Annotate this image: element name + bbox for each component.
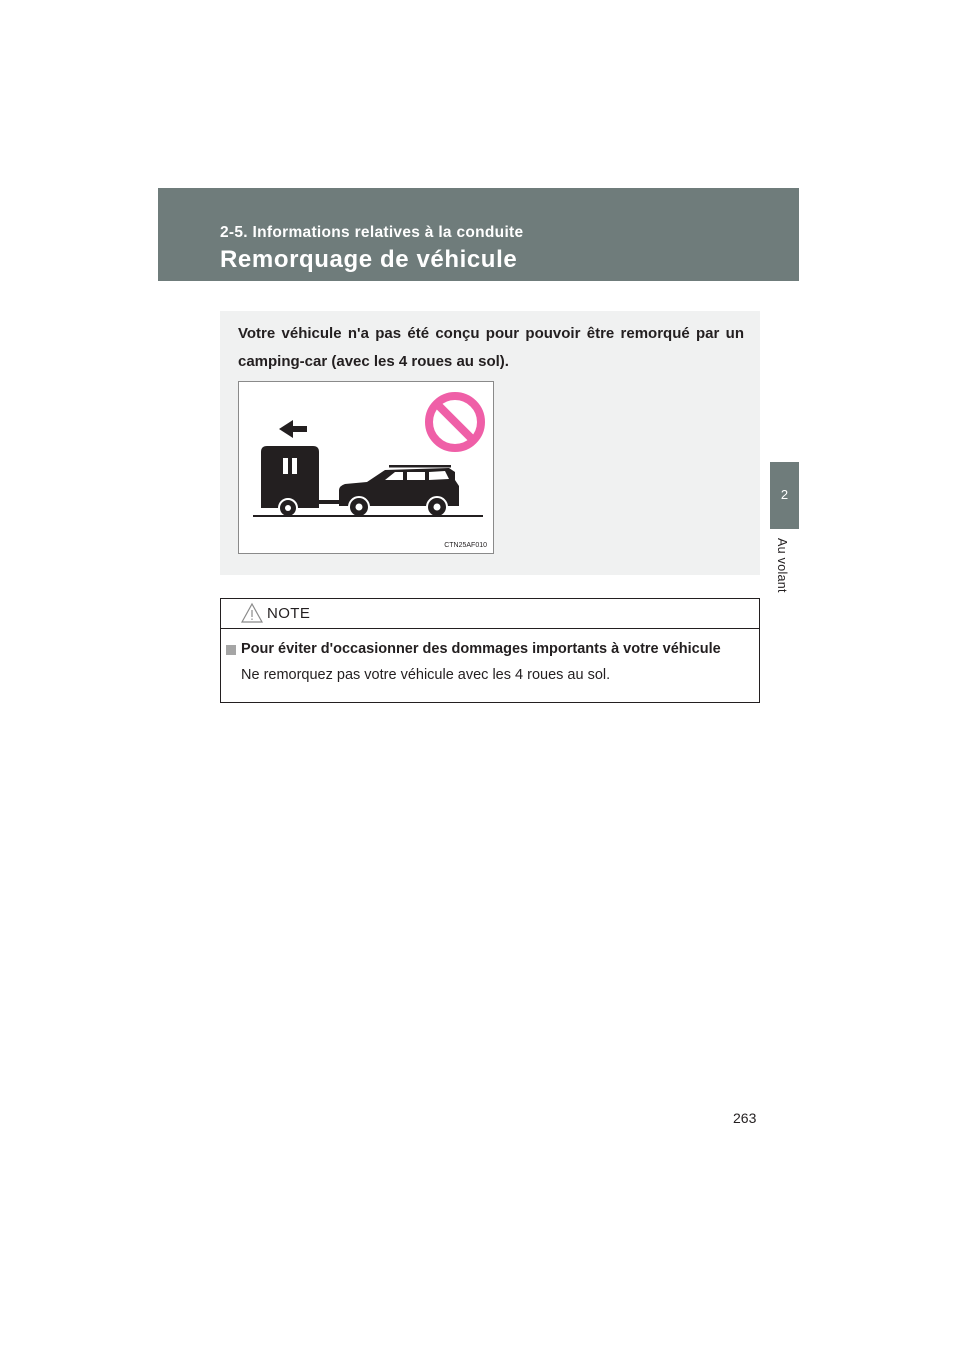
- illustration-code: CTN25AF010: [444, 542, 487, 549]
- ground-line: [253, 515, 483, 517]
- towing-illustration: [238, 381, 494, 554]
- chapter-label: Au volant: [775, 538, 789, 593]
- note-body: Ne remorquez pas votre véhicule avec les 4 roues au sol.: [241, 667, 611, 683]
- note-box: [220, 598, 760, 703]
- prohibition-icon: [429, 396, 481, 448]
- warning-triangle-icon: [241, 602, 263, 624]
- square-bullet-icon: [226, 645, 236, 655]
- note-title: NOTE: [267, 605, 311, 622]
- note-divider: [221, 628, 759, 629]
- section-title: 2-5. Informations relatives à la conduite: [220, 224, 524, 241]
- note-heading: Pour éviter d'occasionner des dommages importants à votre véhicule: [241, 641, 721, 657]
- direction-arrow-icon: [279, 420, 307, 438]
- page-number: 263: [733, 1110, 757, 1126]
- towing-illustration-graphic: [239, 382, 495, 555]
- suv-icon: [339, 465, 459, 517]
- chapter-number: 2: [780, 487, 789, 502]
- info-text: Votre véhicule n'a pas été conçu pour pouvoir être remorqué par un camping-car (avec les 4 roues au sol).: [238, 325, 744, 370]
- camping-car-icon: [261, 446, 343, 517]
- page-title: Remorquage de véhicule: [220, 246, 518, 273]
